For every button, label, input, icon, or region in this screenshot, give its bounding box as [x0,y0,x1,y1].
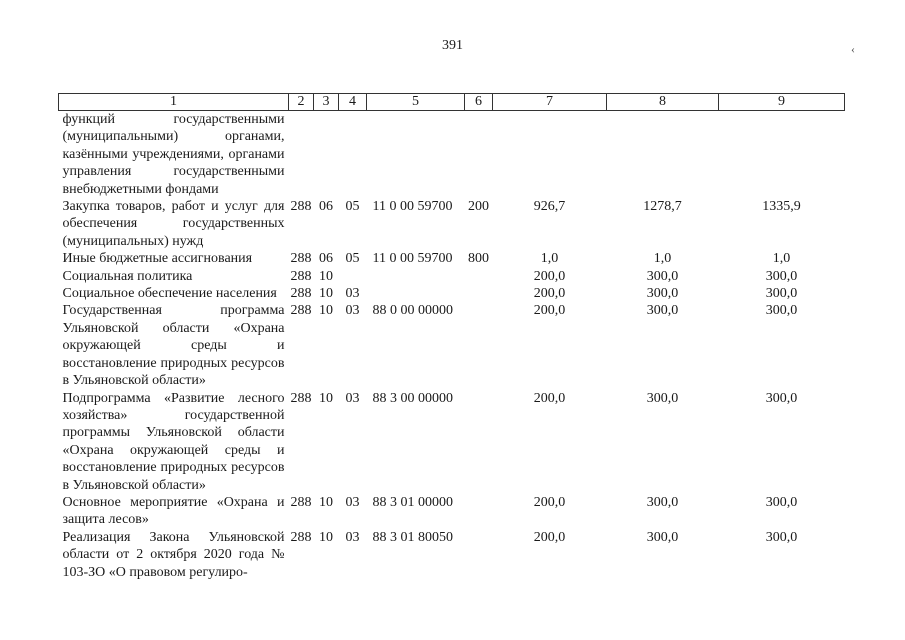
cell-c3: 10 [319,268,333,284]
cell-c7: 200,0 [533,390,566,406]
column-header: 9 [719,94,845,111]
cell-c2: 288 [290,303,312,319]
cell-c6: 800 [468,251,489,267]
cell-c8: 300,0 [646,529,679,545]
row-name: Основное мероприятие «Охрана и защита лесов» [62,494,285,528]
row-name: функций государственными (муниципальными) органами, казёнными учреждениями, органами управления государственными внебюджетными фондами [62,112,285,197]
cell-c9: 1335,9 [762,199,801,215]
cell-c5: 11 0 00 59700 [372,199,453,215]
cell-c9: 1,0 [772,251,791,267]
cell-c7: 200,0 [533,286,566,302]
row-name: Социальная политика [62,268,193,284]
cell-c5: 11 0 00 59700 [372,251,453,267]
cell-c2 [289,111,314,199]
header-row [59,94,845,111]
cell-c4: 03 [345,529,360,545]
cell-c6 [465,529,493,581]
cell-c4: 03 [345,303,360,319]
cell-c4: 03 [345,390,360,406]
cell-c2: 288 [290,268,312,284]
cell-c2: 288 [290,286,312,302]
cell-c4 [339,268,367,285]
cell-c3 [314,111,339,199]
cell-c8: 1,0 [653,251,672,267]
cell-c9: 300,0 [765,303,798,319]
cell-c7: 200,0 [533,529,566,545]
table-row [59,390,845,494]
row-name: Социальное обеспечение населения [62,286,277,302]
cell-c9: 300,0 [765,286,798,302]
cell-c5 [367,285,465,302]
cell-c3: 10 [319,286,333,302]
cell-c6 [465,111,493,199]
table-row [59,111,845,199]
cell-c6 [465,268,493,285]
cell-c8: 1278,7 [643,199,682,215]
column-header: 3 [314,94,339,111]
column-header: 8 [607,94,719,111]
cell-c8: 300,0 [646,268,679,284]
table-row [59,494,845,529]
cell-c6 [465,390,493,494]
cell-c8: 300,0 [646,494,679,510]
row-name: Подпрограмма «Развитие лесного хозяйства» государственной программы Ульяновской области «Охрана окружающей среды и восстановление природных ресурсов в Ульяновской области» [62,390,285,493]
cell-c9: 300,0 [765,529,798,545]
cell-c5 [367,111,465,199]
column-header: 1 [59,94,289,111]
cell-c3: 10 [319,303,333,319]
cell-c7: 200,0 [533,494,566,510]
column-header: 7 [493,94,607,111]
cell-c6 [465,494,493,529]
cell-c6: 200 [468,199,489,215]
table-row [59,302,845,389]
cell-c8: 300,0 [646,390,679,406]
table-row [59,529,845,581]
row-name: Закупка товаров, работ и услуг для обеспечения государственных (муниципальных) нужд [62,199,285,249]
cell-c4: 05 [345,251,360,267]
cell-c3: 10 [319,529,333,545]
cell-c2: 288 [290,494,312,510]
cell-c7: 1,0 [540,251,559,267]
row-name: Государственная программа Ульяновской области «Охрана окружающей среды и восстановление природных ресурсов в Ульяновской области» [62,303,285,389]
row-name: Реализация Закона Ульяновской области от 2 октября 2020 года № 103-ЗО «О правовом регулиро- [62,529,285,580]
cell-c4 [339,111,367,199]
cell-c8: 300,0 [646,286,679,302]
cell-c2: 288 [290,199,312,215]
row-name: Иные бюджетные ассигнования [62,251,253,267]
cell-c4: 03 [345,494,360,510]
cell-c3: 06 [319,199,333,215]
cell-c9: 300,0 [765,268,798,284]
cell-c3: 06 [319,251,333,267]
cell-c2: 288 [290,390,312,406]
cell-c7: 200,0 [533,268,566,284]
column-header: 5 [367,94,465,111]
cell-c9: 300,0 [765,494,798,510]
cell-c9 [719,111,845,199]
cell-c7: 926,7 [533,199,566,215]
budget-table [58,93,845,581]
column-header: 6 [465,94,493,111]
table-row [59,285,845,302]
column-header: 2 [289,94,314,111]
cell-c5 [367,268,465,285]
column-header: 4 [339,94,367,111]
cell-c2: 288 [290,251,312,267]
cell-c5: 88 3 01 80050 [372,529,453,545]
cell-c8: 300,0 [646,303,679,319]
cell-c5: 88 0 00 00000 [372,303,453,319]
cell-c5: 88 3 00 00000 [372,390,453,406]
cell-c4: 05 [345,199,360,215]
cell-c9: 300,0 [765,390,798,406]
cell-c4: 03 [345,286,360,302]
cell-c3: 10 [319,390,333,406]
table-row [59,198,845,250]
corner-mark: ‹ [851,42,855,56]
cell-c8 [607,111,719,199]
cell-c5: 88 3 01 00000 [372,494,453,510]
page-number: 391 [442,38,463,53]
cell-c7: 200,0 [533,303,566,319]
cell-c2: 288 [290,529,312,545]
cell-c3: 10 [319,494,333,510]
table-row [59,268,845,285]
cell-c6 [465,285,493,302]
cell-c7 [493,111,607,199]
table-row [59,250,845,267]
cell-c6 [465,302,493,389]
